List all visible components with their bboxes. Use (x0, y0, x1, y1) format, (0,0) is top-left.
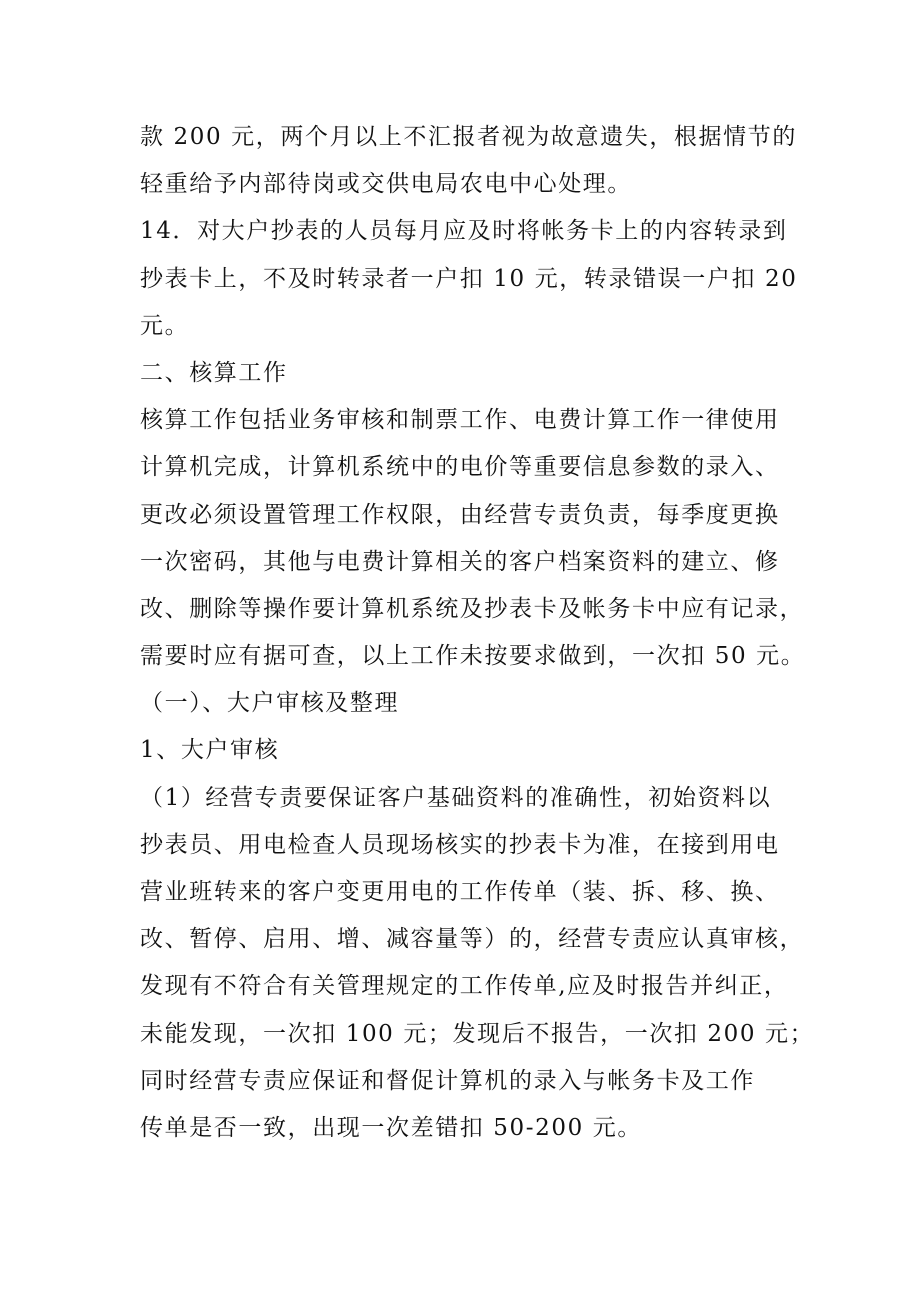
text-line: 一次密码，其他与电费计算相关的客户档案资料的建立、修 (140, 548, 780, 575)
text-line: 未能发现，一次扣 100 元；发现后不报告，一次扣 200 元； (140, 1020, 815, 1047)
text-line: 需要时应有据可查，以上工作未按要求做到，一次扣 50 元。 (140, 643, 806, 670)
text-line: 元。 (140, 312, 190, 339)
section-heading: 二、核算工作 (140, 359, 288, 386)
text-line: 改、暂停、启用、增、减容量等）的，经营专责应认真审核， (140, 926, 805, 953)
document-body (140, 114, 820, 1152)
text-line: （1）经营专责要保证客户基础资料的准确性，初始资料以 (140, 784, 772, 811)
text-line: 同时经营专责应保证和督促计算机的录入与帐务卡及工作 (140, 1067, 755, 1094)
text-line: 计算机完成，计算机系统中的电价等重要信息参数的录入、 (140, 454, 780, 481)
text-line: 轻重给予内部待岗或交供电局农电中心处理。 (140, 171, 632, 198)
item-heading: 1、大户审核 (140, 737, 280, 764)
text-line: 传单是否一致，出现一次差错扣 50-200 元。 (140, 1114, 642, 1141)
text-line: 营业班转来的客户变更用电的工作传单（装、拆、移、换、 (140, 879, 780, 905)
text-line: 14．对大户抄表的人员每月应及时将帐务卡上的内容转录到 (140, 218, 788, 245)
text-line: 更改必须设置管理工作权限，由经营专责负责，每季度更换 (140, 501, 780, 528)
text-line: 改、删除等操作要计算机系统及抄表卡及帐务卡中应有记录， (140, 595, 805, 622)
text-line: 抄表员、用电检查人员现场核实的抄表卡为准，在接到用电 (140, 831, 780, 858)
text-line: 核算工作包括业务审核和制票工作、电费计算工作一律使用 (140, 407, 780, 434)
text-line: 发现有不符合有关管理规定的工作传单,应及时报告并纠正， (140, 973, 789, 1000)
text-line: 抄表卡上，不及时转录者一户扣 10 元，转录错误一户扣 20 (140, 265, 798, 292)
subsection-heading: （一）、大户审核及整理 (140, 690, 400, 717)
text-line: 款 200 元，两个月以上不汇报者视为故意遗失，根据情节的 (140, 124, 797, 150)
